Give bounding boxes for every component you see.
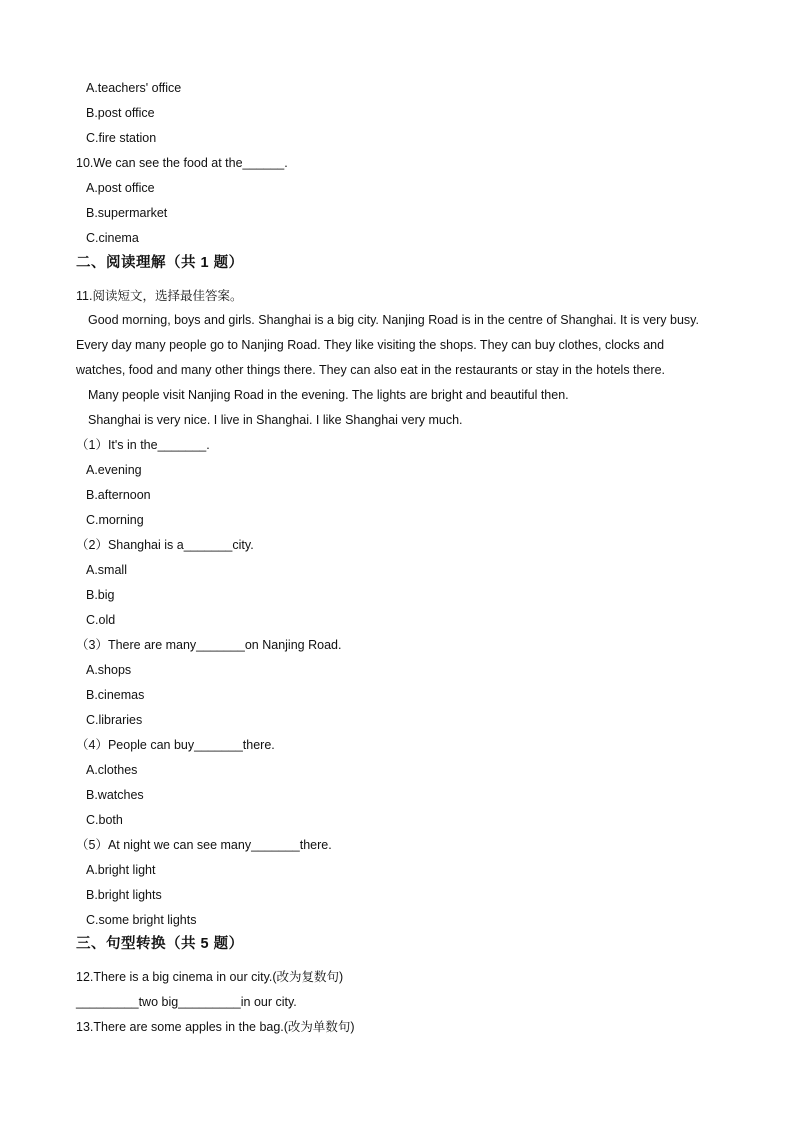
passage-line-5: Shanghai is very nice. I live in Shanghai. I like Shanghai very much.: [88, 413, 463, 427]
q11-sub2-option-c: C.old: [86, 613, 116, 627]
passage-line-3: watches, food and many other things there. They can also eat in the restaurants or stay in the hotels there.: [76, 363, 666, 377]
q11-sub1-option-c: C.morning: [86, 513, 144, 527]
q10-option-b: B.supermarket: [86, 206, 168, 220]
q9-option-b: B.post office: [86, 106, 155, 120]
q11-sub2-option-b: B.big: [86, 588, 115, 602]
q10-option-a: A.post office: [86, 181, 155, 195]
q9-option-c: C.fire station: [86, 131, 157, 145]
q10-stem: 10.We can see the food at the______.: [76, 156, 288, 170]
q11-sub3-option-c: C.libraries: [86, 713, 143, 727]
q11-sub4-option-c: C.both: [86, 813, 123, 827]
q11-sub5-option-a: A.bright light: [86, 863, 156, 877]
q11-sub2-stem: （2）Shanghai is a_______city.: [76, 538, 254, 552]
q12-answer-line: _________two big_________in our city.: [76, 995, 297, 1009]
q11-sub5-option-b: B.bright lights: [86, 888, 162, 902]
passage-line-1: Good morning, boys and girls. Shanghai is a big city. Nanjing Road is in the centre of Shanghai. It is very busy.: [88, 313, 699, 327]
q11-sub1-option-a: A.evening: [86, 463, 142, 477]
q11-sub3-option-b: B.cinemas: [86, 688, 145, 702]
section-2-title: 二、阅读理解（共 1 题）: [76, 255, 244, 271]
q11-sub4-stem: （4）People can buy_______there.: [76, 738, 275, 752]
q11-sub4-option-b: B.watches: [86, 788, 144, 802]
q11-sub3-option-a: A.shops: [86, 663, 132, 677]
q9-option-a: A.teachers' office: [86, 81, 182, 95]
q11-sub1-stem: （1）It's in the_______.: [76, 438, 210, 452]
q11-sub2-option-a: A.small: [86, 563, 127, 577]
q13-stem: 13.There are some apples in the bag.(改为单数句): [76, 1020, 355, 1034]
q10-option-c: C.cinema: [86, 231, 139, 245]
q12-stem: 12.There is a big cinema in our city.(改为复数句): [76, 970, 344, 984]
q11-sub4-option-a: A.clothes: [86, 763, 138, 777]
q11-sub1-option-b: B.afternoon: [86, 488, 151, 502]
q11-stem: 11.阅读短文，选择最佳答案。: [76, 289, 243, 303]
q11-sub3-stem: （3）There are many_______on Nanjing Road.: [76, 638, 342, 652]
q11-sub5-option-c: C.some bright lights: [86, 913, 197, 927]
passage-line-2: Every day many people go to Nanjing Road. They like visiting the shops. They can buy clothes, clocks and: [76, 338, 665, 352]
passage-line-4: Many people visit Nanjing Road in the evening. The lights are bright and beautiful then.: [88, 388, 569, 402]
section-3-title: 三、句型转换（共 5 题）: [76, 936, 244, 952]
q11-sub5-stem: （5）At night we can see many_______there.: [76, 838, 332, 852]
